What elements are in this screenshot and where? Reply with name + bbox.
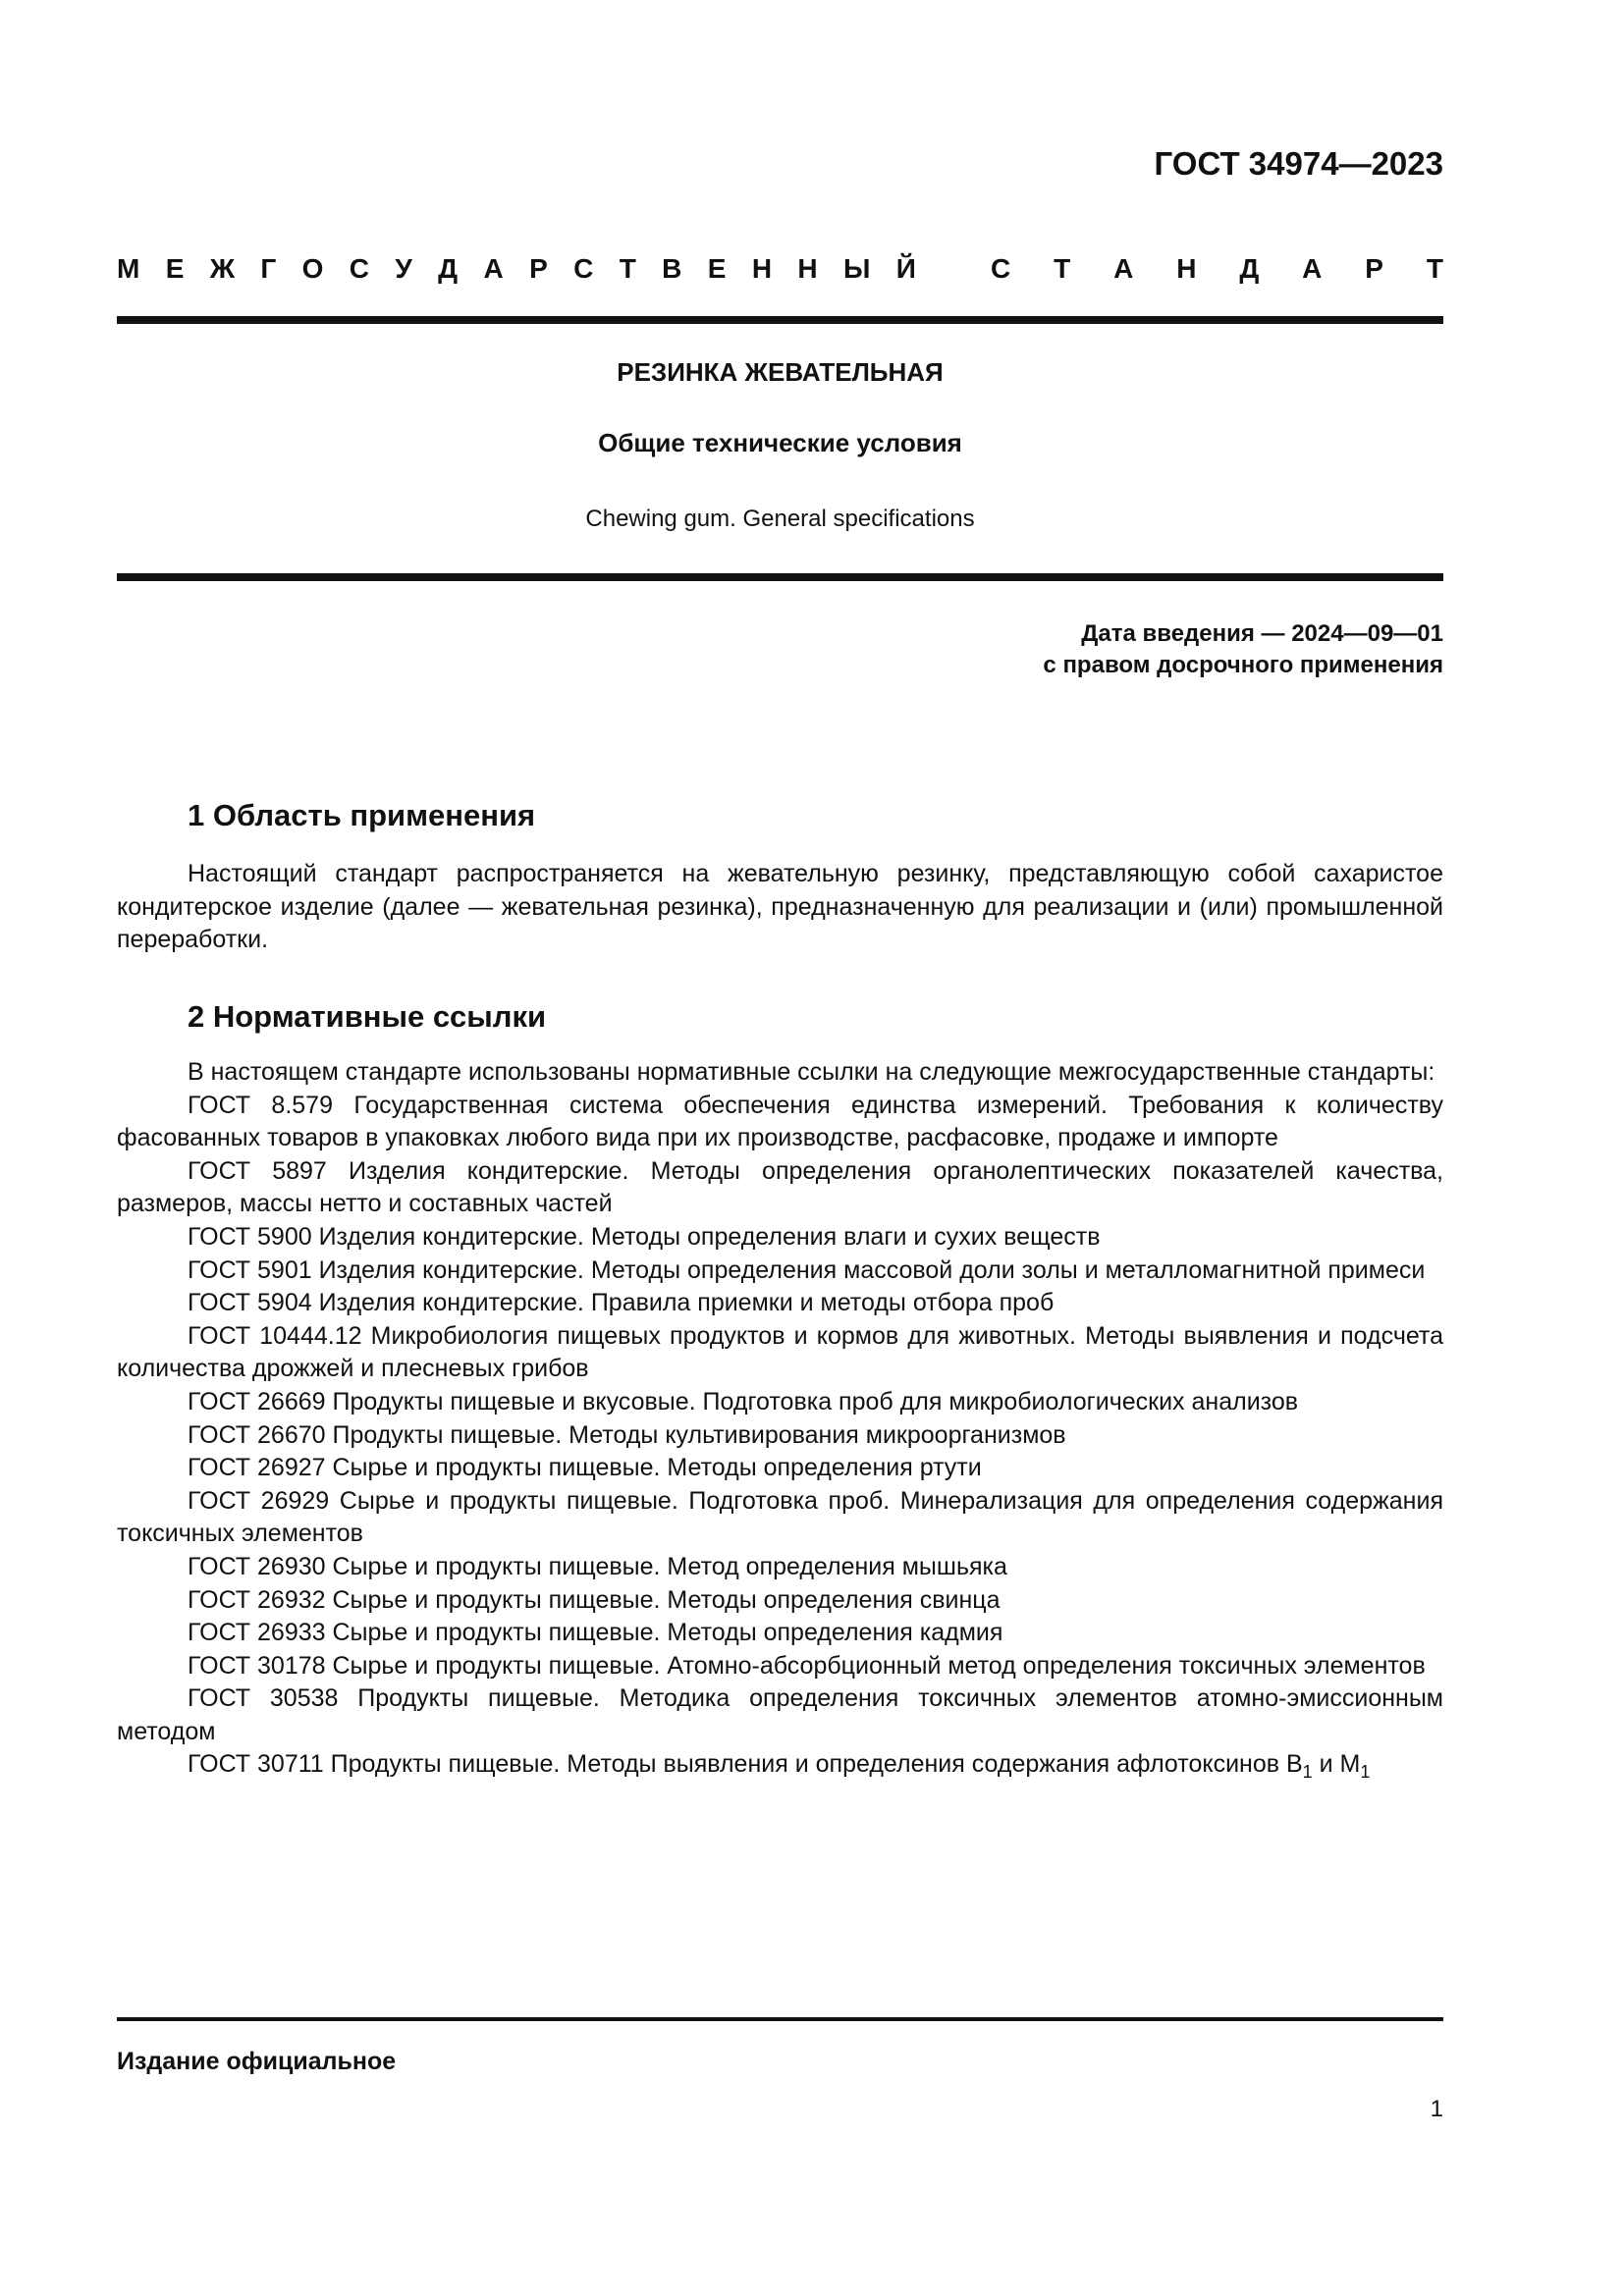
reference-item: ГОСТ 5904 Изделия кондитерские. Правила приемки и методы отбора проб <box>188 1289 1055 1317</box>
early-application-note: с правом досрочного применения <box>1043 652 1443 678</box>
reference-item: ГОСТ 10444.12 Микробиология пищевых продуктов и кормов для животных. Методы выявления и подсчета количества дрожжей и плесневых грибов <box>117 1321 1443 1383</box>
document-title: РЕЗИНКА ЖЕВАТЕЛЬНАЯ <box>617 357 944 387</box>
reference-item: ГОСТ 5900 Изделия кондитерские. Методы определения влаги и сухих веществ <box>188 1222 1101 1251</box>
document-subtitle: Общие технические условия <box>598 428 962 457</box>
reference-item: ГОСТ 5897 Изделия кондитерские. Методы определения органолептических показателей качества, размеров, массы нетто и составных частей <box>117 1156 1443 1218</box>
introduction-date: Дата введения — 2024—09—01 <box>1081 620 1443 647</box>
english-title: Chewing gum. General specifications <box>585 506 975 532</box>
page-number: 1 <box>1430 2096 1443 2122</box>
reference-list <box>117 1090 1443 1749</box>
section-1-heading: 1 Область применения <box>188 798 536 832</box>
reference-item: ГОСТ 5901 Изделия кондитерские. Методы определения массовой доли золы и металломагнитной примеси <box>188 1255 1426 1284</box>
official-edition-label: Издание официальное <box>117 2048 397 2075</box>
document-number: ГОСТ 34974—2023 <box>1154 145 1443 182</box>
reference-item: ГОСТ 8.579 Государственная система обеспечения единства измерений. Требования к количеству фасованных товаров в упаковках любого вида при их производстве, расфасовке, продаже и импорте <box>117 1091 1443 1152</box>
banner-word-interstate: М Е Ж Г О С У Д А Р С Т В Е Н Н Ы Й <box>117 253 916 284</box>
reference-item: ГОСТ 30178 Сырье и продукты пищевые. Атомно-абсорбционный метод определения токсичных элементов <box>188 1651 1426 1680</box>
references-intro: В настоящем стандарте использованы нормативные ссылки на следующие межгосударственные стандарты: <box>188 1058 1435 1086</box>
scope-paragraph: Настоящий стандарт распространяется на жевательную резинку, представляющую собой сахаристое кондитерское изделие (далее — жевательная резинка), предназначенную для реализации и (или) промышленной переработки. <box>117 860 1443 954</box>
standard-type-banner <box>117 253 1443 285</box>
banner-word-standard: С Т А Н Д А Р Т <box>991 253 1443 284</box>
section-2-heading: 2 Нормативные ссылки <box>188 999 547 1034</box>
introduction-date-block <box>1043 618 1443 681</box>
reference-item: ГОСТ 30711 Продукты пищевые. Методы выявления и определения содержания афлотоксинов $B_1$ и $M_1$ <box>188 1750 1371 1783</box>
reference-item: ГОСТ 26929 Сырье и продукты пищевые. Подготовка проб. Минерализация для определения содержания токсичных элементов <box>117 1486 1443 1548</box>
top-rule <box>117 316 1443 324</box>
reference-item: ГОСТ 26669 Продукты пищевые и вкусовые. Подготовка проб для микробиологических анализов <box>188 1387 1299 1415</box>
footer-rule <box>117 2017 1443 2021</box>
title-bottom-rule <box>117 573 1443 581</box>
section-2-body <box>117 1056 1443 1782</box>
section-1-body <box>117 858 1443 957</box>
reference-item: ГОСТ 26932 Сырье и продукты пищевые. Методы определения свинца <box>188 1585 1001 1614</box>
reference-item: ГОСТ 26927 Сырье и продукты пищевые. Методы определения ртути <box>188 1454 982 1482</box>
reference-item: ГОСТ 30538 Продукты пищевые. Методика определения токсичных элементов атомно-эмиссионным методом <box>117 1684 1443 1745</box>
reference-item: ГОСТ 26933 Сырье и продукты пищевые. Методы определения кадмия <box>188 1619 1003 1647</box>
reference-item: ГОСТ 26670 Продукты пищевые. Методы культивирования микроорганизмов <box>188 1420 1066 1449</box>
reference-item: ГОСТ 26930 Сырье и продукты пищевые. Метод определения мышьяка <box>188 1552 1007 1580</box>
